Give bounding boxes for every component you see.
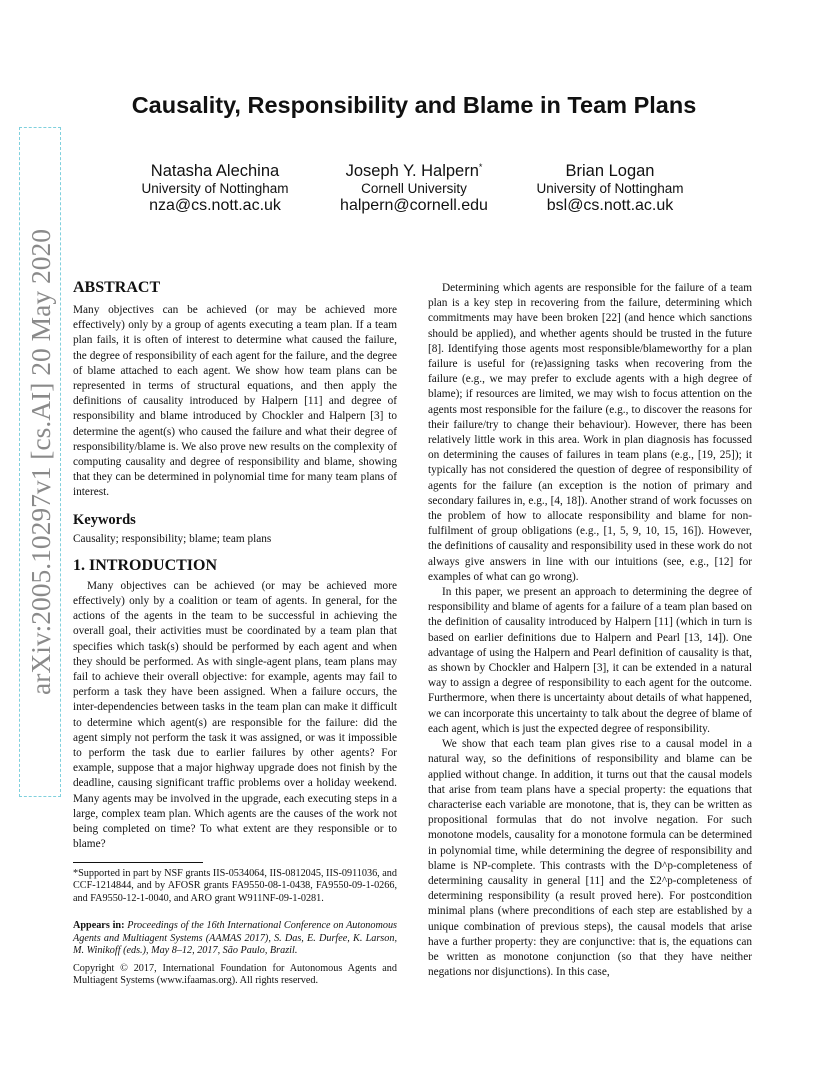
keywords-heading: Keywords	[73, 511, 136, 528]
footnote-rule	[73, 862, 203, 863]
appears-in-text: Proceedings of the 16th International Conference on Autonomous Agents and Multiagent Systems (AAMAS 2017), S. Das, E. Durfee, K. Larson, M. Winikoff (eds.), May 8–12, 2017, São Paulo, Brazil.	[73, 920, 398, 956]
appears-in-label: Appears in:	[73, 920, 125, 931]
author-affiliation: Cornell University	[361, 181, 467, 196]
intro-paragraph: Many objectives can be achieved (or may be achieved more effectively) only by a coalition or team of agents. In general, for the actions of the agents in the team to be successful in achieving the overall goal, their activities must be coordinated by a team plan that specifies which task(s) should be performed by each agent and when they should be performed. As with single-agent plans, team plans may fail to achieve their overall objective: for example, agents may fail to perform a task they have been assigned. When a failure occurs, the inter-dependencies between tasks in the team plan can make it difficult to determine which agent(s) are responsible for the failure: did the agent simply not perform the task it was assigned, or was it impossible to perform the task due to earlier failures by other agents? For example, suppose that a major highway upgrade does not finish by the deadline, causing significant traffic problems over a holiday weekend. Many agents may be involved in the upgrade, each executing steps in a large, complex team plan. Which agents are the causes of the work not being completed on time? To what extent are they responsible or to blame?	[73, 579, 397, 851]
footnote-text: *Supported in part by NSF grants IIS-0534064, IIS-0812045, IIS-0911036, and CCF-1214844, and by AFOSR grants FA9550-08-1-0438, FA9550-09-1-0266, and FA9550-12-1-0040, and ARO grant W911NF-09-1-0281.	[73, 867, 397, 904]
author-block-3	[525, 163, 695, 214]
abstract-heading: ABSTRACT	[73, 279, 161, 296]
author-email: halpern@cornell.edu	[340, 197, 488, 214]
introduction-heading: 1. INTRODUCTION	[73, 556, 218, 574]
right-column	[428, 281, 752, 980]
author-name: Brian Logan	[565, 162, 655, 180]
right-paragraph-2: In this paper, we present an approach to determining the degree of responsibility and blame of agents for a failure of a team plan based on the definition of causality introduced by Halpern [11] (which in turn is based on earlier definitions due to Halpern and Pearl [13, 14]). One advantage of using the Halpern and Pearl definition of causality is that, as shown by Chockler and Halpern [3], it can be extended in a natural way to assign a degree of responsibility to each agent for the outcome. Furthermore, when there is uncertainty about details of what happened, we can incorporate this uncertainty to talk about the degree of blame of each agent, which is just the expected degree of responsibility.	[428, 586, 752, 735]
appears-in-note	[73, 920, 397, 958]
author-block-1	[130, 163, 300, 214]
author-affiliation: University of Nottingham	[141, 181, 289, 196]
right-paragraph-1: Determining which agents are responsible for the failure of a team plan is a key step in recovering from the failure, determining which commitments may have been broken [22] (and hence which sanctions should be applied), and whether agents should be trusted in the future [8]. Identifying those agents most responsible/blameworthy for a plan failure is useful for (re)assigning tasks when recovering from the failure (e.g., we may prefer to exclude agents with a high degree of blame); if resources are limited, we may wish to focus attention on the agents most responsible for the failure (e.g., to discover the reasons for their failure/try to change their behaviour). However, there has been relatively little work in this area. Work in plan diagnosis has focussed on determining the causes of failures in team plans (e.g., [19, 25]); it typically has not considered the question of degree of responsibility of agents for the failure (an exception is the notion of primary and secondary failures in, e.g., [4, 18]). Another strand of work focusses on the problem of how to allocate responsibility and blame for non-fulfilment of group obligations (e.g., [1, 5, 9, 10, 15, 16]). However, the definitions of causality and responsibility used in these work do not always give answers in line with our intuitions (see, e.g., [12] for examples of what can go wrong).	[428, 282, 752, 583]
author-email: nza@cs.nott.ac.uk	[149, 197, 281, 214]
copyright-note: Copyright © 2017, International Foundation for Autonomous Agents and Multiagent Systems (www.ifaamas.org). All rights reserved.	[73, 962, 397, 986]
author-email: bsl@cs.nott.ac.uk	[546, 197, 674, 214]
arxiv-stamp[interactable]: arXiv:2005.10297v1 [cs.AI] 20 May 2020	[19, 127, 61, 797]
paper-title: Causality, Responsibility and Blame in Team Plans	[131, 92, 697, 118]
author-name-line	[322, 163, 506, 180]
left-column	[73, 278, 397, 988]
right-paragraph-3: We show that each team plan gives rise to a causal model in a natural way, so the definitions of responsibility and blame can be applied without change. In addition, it turns out that the causal models that arise from team plans have a special property: the equations that characterise each variable are monotone, that is, they can be written as propositional formulas that do not involve negation. For such monotone models, causality for a monotone formula can be determined in polynomial time, while determining the degree of responsibility and blame is NP-complete. This contrasts with the D^p-completeness of determining causality in general [11] and the Σ2^p-completeness of determining responsibility (a result proved here). For postcondition minimal plans (where preconditions of each step are established by a unique combination of previous steps), the causal models that arise have a further property: they are conjunctive: that is, the equations can be written as monotone conjunction (so that they have neither negations nor disjunctions). In this case,	[428, 738, 752, 979]
author-name: Joseph Y. Halpern	[345, 162, 479, 180]
author-block-2	[322, 163, 506, 214]
author-name: Natasha Alechina	[150, 162, 280, 180]
author-affiliation: University of Nottingham	[536, 181, 684, 196]
abstract-text: Many objectives can be achieved (or may be achieved more effectively) only by a group of agents executing a team plan. If a team plan fails, it is often of interest to determine what caused the failure, the degree of responsibility of each agent for the failure, and the degree of blame attached to each agent. We show how team plans can be represented in terms of structural equations, and then apply the definitions of causality introduced by Halpern [11] and degree of responsibility and blame introduced by Chockler and Halpern [3] to determine the agent(s) who caused the failure and what their degree of responsibility/blame is. We also prove new results on the complexity of computing causality and degree of responsibility and blame, showing that they can be determined in polynomial time for many team plans of interest.	[73, 304, 397, 499]
footnote-mark: *	[478, 162, 483, 172]
keywords-text: Causality; responsibility; blame; team plans	[73, 532, 272, 545]
